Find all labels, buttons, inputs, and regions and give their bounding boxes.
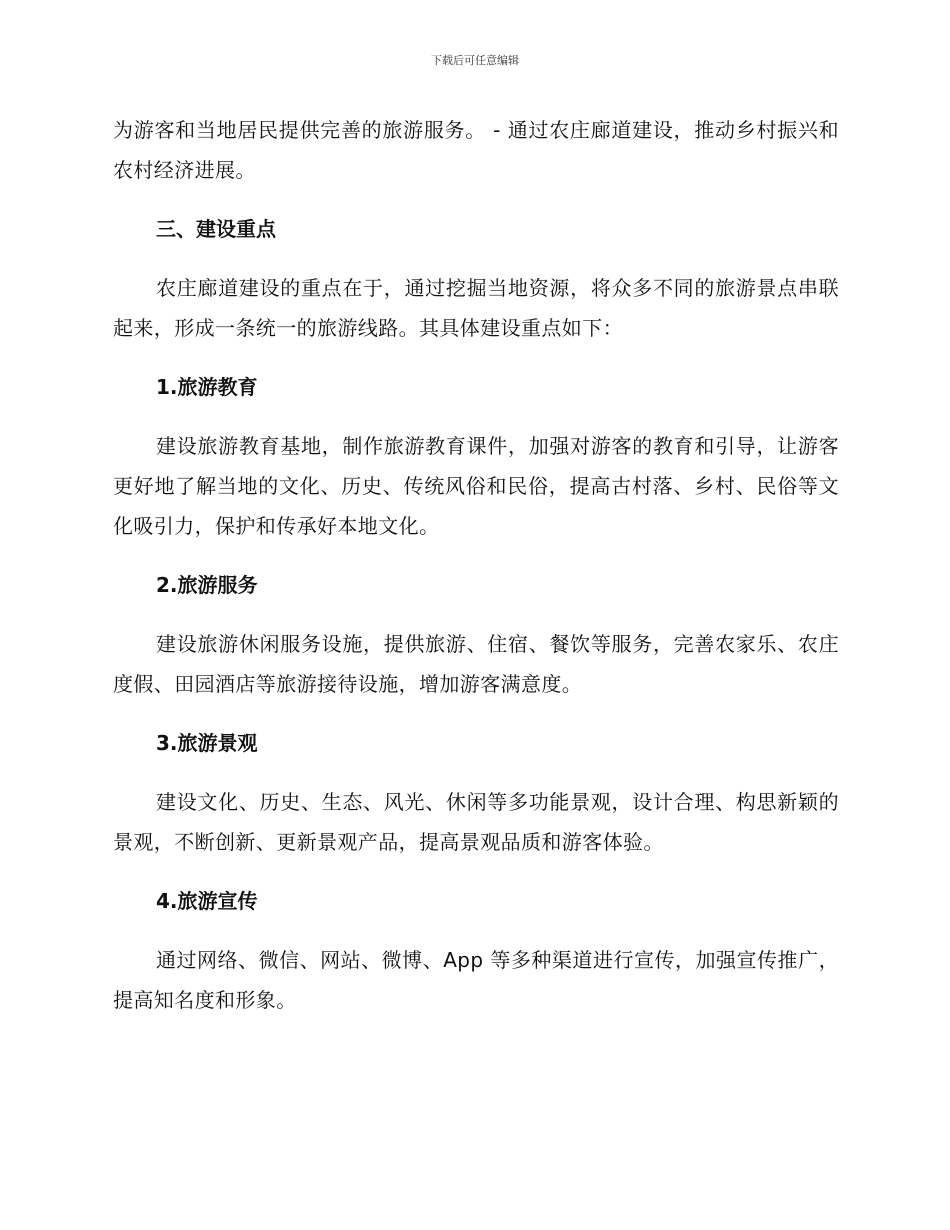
subheading-tourism-education: 1.旅游教育 [156,375,258,399]
subheading-tourism-services: 2.旅游服务 [156,573,258,597]
subheading-tourism-promotion: 4.旅游宣传 [156,889,258,913]
paragraph-tourism-education: 建设旅游教育基地，制作旅游教育课件，加强对游客的教育和引导，让游客更好地了解当地的文化、历史、传统风俗和民俗，提高古村落、乡村、民俗等文化吸引力，保护和传承好本地文化。 [113,434,839,538]
section-heading-construction-focus: 三、建设重点 [156,217,276,241]
document-body [113,110,839,1039]
subheading-tourism-landscape: 3.旅游景观 [156,731,258,755]
paragraph-tourism-services: 建设旅游休闲服务设施，提供旅游、住宿、餐饮等服务，完善农家乐、农庄度假、田园酒店等旅游接待设施，增加游客满意度。 [113,632,839,696]
paragraph-tourism-landscape: 建设文化、历史、生态、风光、休闲等多功能景观，设计合理、构思新颖的景观，不断创新、更新景观产品，提高景观品质和游客体验。 [113,790,839,854]
page-header: 下载后可任意编辑 [431,54,519,67]
paragraph-tourism-promotion: 通过网络、微信、网站、微博、App 等多种渠道进行宣传，加强宣传推广，提高知名度和形象。 [113,948,839,1012]
paragraph-focus-overview: 农庄廊道建设的重点在于，通过挖掘当地资源，将众多不同的旅游景点串联起来，形成一条统一的旅游线路。其具体建设重点如下： [113,276,839,340]
paragraph-intro-continuation: 为游客和当地居民提供完善的旅游服务。 - 通过农庄廊道建设，推动乡村振兴和农村经济进展。 [113,118,839,182]
